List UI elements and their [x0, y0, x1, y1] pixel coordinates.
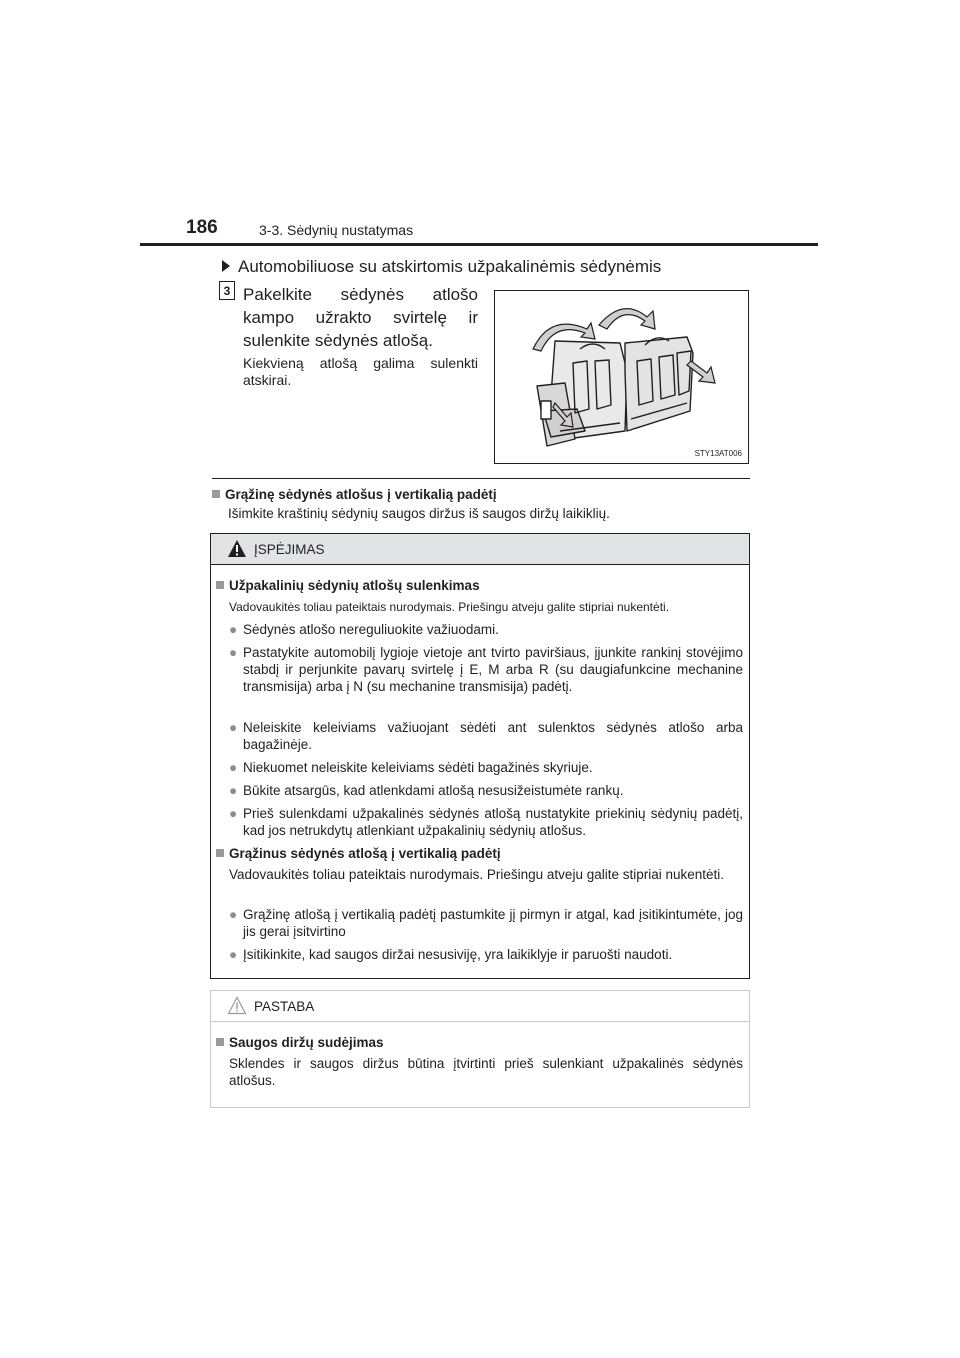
bullet-dot-icon: ● [229, 783, 238, 798]
list-item [229, 805, 743, 839]
page-number: 186 [186, 217, 218, 238]
list-item [229, 906, 743, 940]
list-item-text: Būkite atsargūs, kad atlenkdami atlošą nesusižeistumėte rankų. [243, 783, 624, 798]
list-item-text: Prieš sulenkdami užpakalinės sėdynės atlošą nustatykite priekinių sėdynių padėtį, kad jos netrukdytų atlenkiant užpakalinių sėdynių atlošus. [243, 806, 743, 838]
caution-triangle-icon [227, 996, 247, 1015]
header-rule [140, 243, 818, 246]
bullet-dot-icon: ● [229, 622, 238, 637]
warning-box [210, 533, 750, 979]
subheading-text: Automobiliuose su atskirtomis užpakalinėmis sėdynėmis [238, 257, 662, 276]
section-title: 3-3. Sėdynių nustatymas [259, 222, 414, 238]
heading-text: Grąžinus sėdynės atlošą į vertikalią padėtį [229, 846, 501, 861]
square-bullet-icon [212, 490, 220, 498]
square-bullet-icon [216, 581, 224, 589]
list-item-text: Grąžinę atlošą į vertikalią padėtį pastumkite jį pirmyn ir atgal, kad įsitikintumėte, jog jis gerai įsitvirtino [243, 907, 743, 939]
return-heading-text: Grąžinę sėdynės atlošus į vertikalią padėtį [225, 487, 497, 502]
warning-intro: Vadovaukitės toliau pateiktais nurodymais. Priešingu atveju galite stipriai nukentėti. [229, 600, 670, 614]
step-note: Kiekvieną atlošą galima sulenkti atskirai. [243, 355, 478, 388]
step-text: Pakelkite sėdynės atlošo kampo užrakto svirtelę ir sulenkite sėdynės atlošą. [243, 285, 478, 350]
list-item [229, 719, 743, 753]
figure-code: STY13AT006 [694, 449, 742, 458]
bullet-dot-icon: ● [229, 645, 238, 660]
square-bullet-icon [216, 849, 224, 857]
list-item-text: Įsitikinkite, kad saugos diržai nesusiviję, yra laikiklyje ir paruošti naudoti. [243, 947, 673, 962]
list-item [229, 782, 743, 799]
return-heading [212, 487, 497, 502]
note-heading [216, 1035, 384, 1050]
list-item [229, 644, 743, 695]
warning-intro: Vadovaukitės toliau pateiktais nurodymais. Priešingu atveju galite stipriai nukentėti. [229, 867, 725, 882]
heading-text: Užpakalinių sėdynių atlošų sulenkimas [229, 578, 480, 593]
rear-seat-folding-drawing [495, 291, 748, 463]
note-title: PASTABA [254, 999, 315, 1014]
seat-fold-illustration [494, 290, 749, 464]
list-item-text: Sėdynės atlošo nereguliuokite važiuodami. [243, 622, 499, 637]
warning-section-heading [216, 846, 501, 861]
list-item-text: Niekuomet neleiskite keleiviams sėdėti bagažinės skyriuje. [243, 760, 593, 775]
warning-triangle-icon [227, 539, 247, 558]
square-bullet-icon [216, 1038, 224, 1046]
list-item-text: Neleiskite keleiviams važiuojant sėdėti ant sulenktos sėdynės atlošo arba bagažinėje. [243, 720, 743, 752]
note-heading-text: Saugos diržų sudėjimas [229, 1035, 384, 1050]
list-item [229, 621, 743, 638]
return-text: Išimkite kraštinių sėdynių saugos diržus iš saugos diržų laikiklių. [228, 506, 610, 521]
note-box [210, 990, 750, 1108]
bullet-dot-icon: ● [229, 760, 238, 775]
subheading [222, 257, 661, 277]
bullet-dot-icon: ● [229, 907, 238, 922]
warning-section-heading [216, 578, 480, 593]
warning-header [211, 534, 749, 565]
bullet-dot-icon: ● [229, 806, 238, 821]
warning-title: ĮSPĖJIMAS [254, 542, 325, 557]
list-item [229, 759, 743, 776]
list-item-text: Pastatykite automobilį lygioje vietoje ant tvirto paviršiaus, įjunkite rankinį stovėjimo stabdį ir perjunkite pavarų svirtelę į E, M arba R (su daugiafunkcine mechanine transmisija) arba į N (su mechanine transmisija) padėtį. [243, 645, 743, 694]
triangle-bullet-icon [222, 260, 230, 272]
bullet-dot-icon: ● [229, 947, 238, 962]
note-header [211, 991, 749, 1022]
list-item [229, 946, 743, 963]
bullet-dot-icon: ● [229, 720, 238, 735]
section-divider [212, 478, 750, 479]
step-number-badge: 3 [219, 281, 235, 300]
note-text: Sklendes ir saugos diržus būtina įtvirtinti prieš sulenkiant užpakalinės sėdynės atlošus. [229, 1056, 743, 1088]
